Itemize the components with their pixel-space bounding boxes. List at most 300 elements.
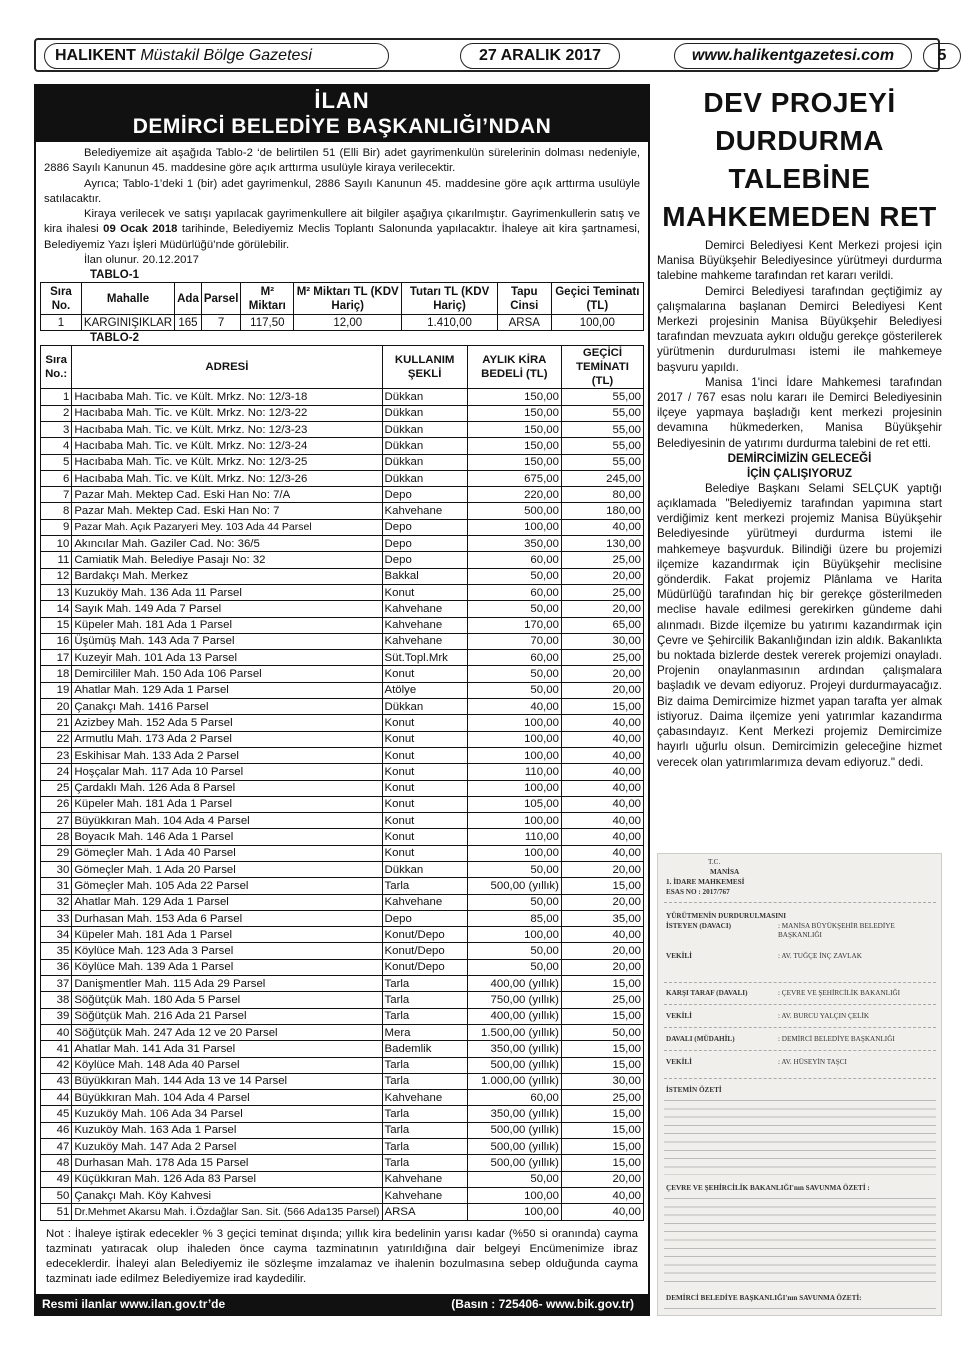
table-row — [41, 315, 644, 331]
table-row — [41, 1073, 644, 1089]
table-cell: Konut — [382, 731, 467, 747]
table-cell: 3 — [41, 421, 72, 437]
table-cell: Camiatik Mah. Belediye Pasajı No: 32 — [72, 552, 382, 568]
table-cell: Demircililer Mah. 150 Ada 106 Parsel — [72, 666, 382, 682]
table-cell: Küpeler Mah. 181 Ada 1 Parsel — [72, 927, 382, 943]
table-cell: Konut — [382, 796, 467, 812]
table-row — [41, 976, 644, 992]
table-cell: Depo — [382, 536, 467, 552]
table-cell: 130,00 — [561, 536, 643, 552]
table-cell: 20,00 — [561, 861, 643, 877]
table1 — [40, 282, 644, 331]
table-cell: 50,00 — [467, 666, 561, 682]
doc-line: : MANİSA BÜYÜKŞEHİR BELEDİYE BAŞKANLIĞI — [778, 922, 895, 939]
table-cell: Hacıbaba Mah. Tic. ve Kült. Mrkz. No: 12/3-22 — [72, 405, 382, 421]
doc-line: VEKİLİ — [666, 1012, 692, 1020]
table-row — [41, 731, 644, 747]
table-cell: 47 — [41, 1139, 72, 1155]
table-cell: 8 — [41, 503, 72, 519]
table-cell: 40,00 — [561, 764, 643, 780]
table-cell: Dükkan — [382, 454, 467, 470]
table-cell: 117,50 — [241, 315, 294, 331]
table-cell: 100,00 — [467, 715, 561, 731]
table-cell: Konut/Depo — [382, 959, 467, 975]
table-cell: Durhasan Mah. 178 Ada 15 Parsel — [72, 1155, 382, 1171]
table-cell: 15,00 — [561, 878, 643, 894]
table-cell: Konut/Depo — [382, 943, 467, 959]
table-cell: Pazar Mah. Mektep Cad. Eski Han No: 7/A — [72, 487, 382, 503]
table-cell: 40,00 — [561, 1187, 643, 1203]
table-cell: 40,00 — [561, 1204, 643, 1220]
table-cell: 15,00 — [561, 1057, 643, 1073]
table-cell: 20,00 — [561, 1171, 643, 1187]
table-cell: Köylüce Mah. 139 Ada 1 Parsel — [72, 959, 382, 975]
table-cell: 40,00 — [561, 796, 643, 812]
table-cell: Konut — [382, 780, 467, 796]
table-cell: 150,00 — [467, 405, 561, 421]
table-row — [41, 666, 644, 682]
table-cell: 20,00 — [561, 568, 643, 584]
table-cell: 60,00 — [467, 1090, 561, 1106]
table-row — [41, 552, 644, 568]
table-cell: 25,00 — [561, 552, 643, 568]
masthead — [34, 38, 947, 72]
table-cell: 55,00 — [561, 438, 643, 454]
table-cell: 30,00 — [561, 1073, 643, 1089]
table-cell: Pazar Mah. Açık Pazaryeri Mey. 103 Ada 44 Parsel — [72, 519, 382, 535]
table-cell: 40,00 — [561, 927, 643, 943]
doc-line: KARŞI TARAF (DAVALI) — [666, 989, 748, 997]
table-cell: 48 — [41, 1155, 72, 1171]
table-cell: 110,00 — [467, 764, 561, 780]
table-row — [41, 1090, 644, 1106]
table-cell: Dükkan — [382, 405, 467, 421]
court-document-photo — [657, 853, 942, 1316]
table-row — [41, 519, 644, 535]
table-cell: 12 — [41, 568, 72, 584]
table-cell: 50,00 — [467, 894, 561, 910]
table-cell: Tarla — [382, 976, 467, 992]
table-cell: 21 — [41, 715, 72, 731]
table-row — [41, 894, 644, 910]
table1-header-cell: Tutarı TL (KDV Hariç) — [402, 283, 498, 315]
table-cell: Dükkan — [382, 699, 467, 715]
table-cell: Tarla — [382, 992, 467, 1008]
table-cell: 31 — [41, 878, 72, 894]
table-cell: 50,00 — [561, 1024, 643, 1040]
table1-header-cell: M² Miktarı — [241, 283, 294, 315]
table-row — [41, 813, 644, 829]
table-cell: 19 — [41, 682, 72, 698]
table-cell: 50,00 — [467, 959, 561, 975]
table-cell: Durhasan Mah. 153 Ada 6 Parsel — [72, 910, 382, 926]
table-cell: 25,00 — [561, 584, 643, 600]
table-cell: Dükkan — [382, 470, 467, 486]
table-cell: 150,00 — [467, 454, 561, 470]
table-cell: 20,00 — [561, 894, 643, 910]
table-cell: 150,00 — [467, 438, 561, 454]
table-cell: 50,00 — [467, 1171, 561, 1187]
paragraph: Demirci Belediyesi tarafından geçtiğimiz ay çalışmalarına başlanan Demirci Belediyesi Kent Merkezi projesinin Manisa Büyükşehir Belediyesi tarafından mevzuata aykırı olduğu gerekçe gösterilerek yürütmenin durdurulması istemi ile mahkemeye başvuru yapıldı. — [657, 284, 942, 374]
table-cell: ARSA — [382, 1204, 467, 1220]
table-row — [41, 617, 644, 633]
table-cell: Hacıbaba Mah. Tic. ve Kült. Mrkz. No: 12/3-25 — [72, 454, 382, 470]
paragraph: Ayrıca; Tablo-1’deki 1 (bir) adet gayrimenkul, 2886 Sayılı Kanunun 45. maddesine göre açık arttırma usulüyle satılacaktır. — [44, 177, 640, 205]
table-row — [41, 536, 644, 552]
table-cell: Depo — [382, 487, 467, 503]
table-cell: 60,00 — [467, 552, 561, 568]
table-cell: 40,00 — [561, 845, 643, 861]
table-cell: 51 — [41, 1204, 72, 1220]
table-cell: 55,00 — [561, 421, 643, 437]
doc-line: VEKİLİ — [666, 952, 692, 960]
table-cell: Ahatlar Mah. 129 Ada 1 Parsel — [72, 682, 382, 698]
table-cell: Kahvehane — [382, 617, 467, 633]
table-cell: Büyükkıran Mah. 104 Ada 4 Parsel — [72, 1090, 382, 1106]
doc-line: İSTEYEN (DAVACI) — [666, 922, 732, 930]
table-cell: Tarla — [382, 1008, 467, 1024]
table-cell: Danişmentler Mah. 115 Ada 29 Parsel — [72, 976, 382, 992]
table-row — [41, 421, 644, 437]
table-cell: 20,00 — [561, 943, 643, 959]
table-cell: 33 — [41, 910, 72, 926]
table-cell: Kahvehane — [382, 1187, 467, 1203]
table-cell: 65,00 — [561, 617, 643, 633]
table-cell: 1.000,00 (yıllık) — [467, 1073, 561, 1089]
table2-header-cell: Sıra No.: — [41, 346, 72, 389]
table2-header-cell: GEÇİCİ TEMİNATI (TL) — [561, 346, 643, 389]
table1-header-cell: Mahalle — [81, 283, 174, 315]
table-cell: 100,00 — [467, 845, 561, 861]
table-cell: 500,00 (yıllık) — [467, 878, 561, 894]
table-cell: 25 — [41, 780, 72, 796]
table-cell: 10 — [41, 536, 72, 552]
doc-line: DEMİRCİ BELEDİYE BAŞKANLIĞI'nın SAVUNMA ÖZETİ: — [666, 1294, 862, 1302]
table-row — [41, 1139, 644, 1155]
table-row — [41, 1155, 644, 1171]
table2-header-cell: ADRESİ — [72, 346, 382, 389]
table-cell: 20,00 — [561, 682, 643, 698]
table-cell: 15,00 — [561, 1155, 643, 1171]
table-cell: Dükkan — [382, 389, 467, 405]
table1-header-cell: Ada — [175, 283, 202, 315]
table-row — [41, 1057, 644, 1073]
table-cell: 20,00 — [561, 666, 643, 682]
table2-header-cell: AYLIK KİRA BEDELİ (TL) — [467, 346, 561, 389]
table-cell: 1.500,00 (yıllık) — [467, 1024, 561, 1040]
table-cell: 4 — [41, 438, 72, 454]
table1-header-cell: Parsel — [201, 283, 241, 315]
table-cell: 40,00 — [561, 747, 643, 763]
table-row — [41, 796, 644, 812]
table-cell: Hoşçalar Mah. 117 Ada 10 Parsel — [72, 764, 382, 780]
table-cell: 15,00 — [561, 1139, 643, 1155]
table-cell: 37 — [41, 976, 72, 992]
table-cell: Armutlu Mah. 173 Ada 2 Parsel — [72, 731, 382, 747]
doc-line: YÜRÜTMENİN DURDURULMASINI — [666, 912, 786, 920]
table-cell: 34 — [41, 927, 72, 943]
table-cell: 12,00 — [294, 315, 402, 331]
table-cell: 7 — [201, 315, 241, 331]
table-cell: Kahvehane — [382, 1171, 467, 1187]
table-cell: 1 — [41, 389, 72, 405]
table-cell: Kuzeyir Mah. 101 Ada 13 Parsel — [72, 650, 382, 666]
table-cell: 40,00 — [561, 519, 643, 535]
table-cell: 1 — [41, 315, 82, 331]
table-cell: 9 — [41, 519, 72, 535]
table-cell: 675,00 — [467, 470, 561, 486]
table-cell: 36 — [41, 959, 72, 975]
table-cell: Depo — [382, 519, 467, 535]
table-cell: Söğütçük Mah. 216 Ada 21 Parsel — [72, 1008, 382, 1024]
table-cell: 35 — [41, 943, 72, 959]
table1-header-cell: Sıra No. — [41, 283, 82, 315]
table-cell: 350,00 (yıllık) — [467, 1106, 561, 1122]
table-cell: Gömeçler Mah. 1 Ada 20 Parsel — [72, 861, 382, 877]
table-cell: 110,00 — [467, 829, 561, 845]
table-cell: Kuzuköy Mah. 106 Ada 34 Parsel — [72, 1106, 382, 1122]
table-cell: Büyükkıran Mah. 144 Ada 13 ve 14 Parsel — [72, 1073, 382, 1089]
table-cell: 14 — [41, 601, 72, 617]
table-cell: 22 — [41, 731, 72, 747]
table-cell: Tarla — [382, 1057, 467, 1073]
doc-line: T.C. — [708, 858, 721, 866]
table-row — [41, 764, 644, 780]
doc-line: : ÇEVRE VE ŞEHİRCİLİK BAKANLIĞI — [778, 989, 901, 997]
table-cell: Ahatlar Mah. 129 Ada 1 Parsel — [72, 894, 382, 910]
footer-left: Resmi ilanlar www.ilan.gov.tr’de — [42, 1297, 226, 1311]
article-headline: DEV PROJEYİ DURDURMA TALEBİNE MAHKEMEDEN RET — [662, 87, 937, 232]
page-number: 5 — [923, 43, 961, 69]
table-row — [41, 992, 644, 1008]
table-row — [41, 1171, 644, 1187]
table-cell: 165 — [175, 315, 202, 331]
table-row — [41, 389, 644, 405]
table-cell: 100,00 — [467, 780, 561, 796]
table-cell: Bardakçı Mah. Merkez — [72, 568, 382, 584]
table-cell: 40,00 — [561, 715, 643, 731]
table-row — [41, 747, 644, 763]
table-cell: Tarla — [382, 1073, 467, 1089]
table-row — [41, 1122, 644, 1138]
table-cell: 50,00 — [467, 861, 561, 877]
doc-line: DAVALI (MÜDAHİL) — [666, 1035, 735, 1043]
doc-line: : AV. TUĞÇE İNÇ ZAVLAK — [778, 952, 862, 960]
table-cell: 25,00 — [561, 992, 643, 1008]
table-cell: 100,00 — [467, 1204, 561, 1220]
table-row — [41, 405, 644, 421]
table-cell: 20 — [41, 699, 72, 715]
table-cell: 17 — [41, 650, 72, 666]
website-url[interactable]: www.halikentgazetesi.com — [674, 43, 912, 69]
table-cell: Küçükkıran Mah. 126 Ada 83 Parsel — [72, 1171, 382, 1187]
table-cell: 500,00 (yıllık) — [467, 1057, 561, 1073]
table-row — [41, 438, 644, 454]
table1-header-cell: M² Miktarı TL (KDV Hariç) — [294, 283, 402, 315]
table-cell: Konut — [382, 715, 467, 731]
table-row — [41, 503, 644, 519]
table-cell: ARSA — [497, 315, 551, 331]
table-cell: 400,00 (yıllık) — [467, 1008, 561, 1024]
table-cell: Konut — [382, 666, 467, 682]
table-cell: Çanakçı Mah. 1416 Parsel — [72, 699, 382, 715]
table-cell: 500,00 (yıllık) — [467, 1122, 561, 1138]
table-cell: 50,00 — [467, 682, 561, 698]
table-row — [41, 1008, 644, 1024]
table-cell: Akıncılar Mah. Gaziler Cad. No: 36/5 — [72, 536, 382, 552]
announcement-date: İlan olunur. 20.12.2017 — [84, 254, 199, 267]
table-row — [41, 1041, 644, 1057]
table-cell: Pazar Mah. Mektep Cad. Eski Han No: 7 — [72, 503, 382, 519]
table-cell: 50,00 — [467, 568, 561, 584]
table-cell: 28 — [41, 829, 72, 845]
table-cell: 24 — [41, 764, 72, 780]
table-cell: 5 — [41, 454, 72, 470]
table-cell: Kuzuköy Mah. 163 Ada 1 Parsel — [72, 1122, 382, 1138]
table-cell: 100,00 — [467, 813, 561, 829]
table-cell: Tarla — [382, 878, 467, 894]
table-cell: 100,00 — [467, 747, 561, 763]
table-cell: Hacıbaba Mah. Tic. ve Kült. Mrkz. No: 12/3-26 — [72, 470, 382, 486]
table-cell: Mera — [382, 1024, 467, 1040]
table-row — [41, 780, 644, 796]
table-cell: 40,00 — [561, 813, 643, 829]
table-cell: Konut — [382, 747, 467, 763]
table-cell: 500,00 (yıllık) — [467, 1155, 561, 1171]
table-cell: 1.410,00 — [402, 315, 498, 331]
table1-header-cell: Tapu Cinsi — [497, 283, 551, 315]
official-announcement — [34, 84, 650, 1316]
table-cell: Kahvehane — [382, 633, 467, 649]
doc-line: VEKİLİ — [666, 1058, 692, 1066]
table-cell: Atölye — [382, 682, 467, 698]
table-cell: 40,00 — [561, 780, 643, 796]
table-row — [41, 910, 644, 926]
issue-date: 27 ARALIK 2017 — [460, 43, 620, 69]
table-cell: 15,00 — [561, 1106, 643, 1122]
table-cell: Söğütçük Mah. 247 Ada 12 ve 20 Parsel — [72, 1024, 382, 1040]
doc-line: 1. İDARE MAHKEMESİ — [666, 878, 745, 886]
table-cell: 20,00 — [561, 601, 643, 617]
table-cell: Hacıbaba Mah. Tic. ve Kült. Mrkz. No: 12/3-23 — [72, 421, 382, 437]
table-cell: 70,00 — [467, 633, 561, 649]
table-row — [41, 650, 644, 666]
table-cell: Küpeler Mah. 181 Ada 1 Parsel — [72, 796, 382, 812]
table-cell: 23 — [41, 747, 72, 763]
table-cell: 100,00 — [551, 315, 643, 331]
doc-line: İSTEMİN ÖZETİ — [666, 1086, 722, 1094]
table-cell: 80,00 — [561, 487, 643, 503]
table-cell: Konut — [382, 584, 467, 600]
table-cell: 180,00 — [561, 503, 643, 519]
table-cell: 15,00 — [561, 699, 643, 715]
table-cell: 41 — [41, 1041, 72, 1057]
table-cell: 60,00 — [467, 584, 561, 600]
table-row — [41, 1024, 644, 1040]
table-cell: 170,00 — [467, 617, 561, 633]
footer-right: (Basın : 725406- www.bik.gov.tr) — [451, 1297, 634, 1311]
table1-label: TABLO-1 — [90, 269, 139, 282]
table-cell: 350,00 — [467, 536, 561, 552]
table-cell: 350,00 (yıllık) — [467, 1041, 561, 1057]
table-cell: Gömeçler Mah. 105 Ada 22 Parsel — [72, 878, 382, 894]
table-cell: 150,00 — [467, 389, 561, 405]
table-cell: 27 — [41, 813, 72, 829]
table-cell: 55,00 — [561, 405, 643, 421]
table-cell: Bademlik — [382, 1041, 467, 1057]
table-cell: Gömeçler Mah. 1 Ada 40 Parsel — [72, 845, 382, 861]
table-cell: 30,00 — [561, 633, 643, 649]
table-cell: Küpeler Mah. 181 Ada 1 Parsel — [72, 617, 382, 633]
table-cell: 15,00 — [561, 1008, 643, 1024]
table-cell: Bakkal — [382, 568, 467, 584]
table-cell: 44 — [41, 1090, 72, 1106]
table-cell: 13 — [41, 584, 72, 600]
table-cell: Tarla — [382, 1106, 467, 1122]
table-cell: 40,00 — [467, 699, 561, 715]
table-cell: 500,00 (yıllık) — [467, 1139, 561, 1155]
table-cell: Çardaklı Mah. 126 Ada 8 Parsel — [72, 780, 382, 796]
table-cell: 6 — [41, 470, 72, 486]
table-row — [41, 943, 644, 959]
table-row — [41, 584, 644, 600]
table-cell: 100,00 — [467, 927, 561, 943]
table-cell: 100,00 — [467, 731, 561, 747]
table-cell: 11 — [41, 552, 72, 568]
table-cell: 32 — [41, 894, 72, 910]
paragraph: Belediye Başkanı Selami SELÇUK yaptığı açıklamada "Belediyemiz tarafından yapımına start verdiğimiz kent merkezi projemiz Manisa Büyükşehir Belediyesinde yürütmeyi durdurma istemi ile mahkemeye başvurduk. Bilindiği üzere bu projemizi ilçemize kazandırmak için Büyükşehir meclisine gönderdik. Fakat projemiz Plânlama ve Harita Müdürlüğü tarafından hiç bir gerekçe gösterilmeden meclise havale edilmesi gerekirken gündeme dahi alınmadı. Bizde ilçemize bu yatırımı kazandırmak için Çevre ve Şehircilik Bakanlığından izin aldık. Bakanlıkta bu noktada bizlerde destek vererek projemizi onayladı. Projenin onaylanmasının ardından çalışmalara başladık ve devam ediyoruz. Projeyi durdurmayacağız. Biz daima Demircimize hizmet yapan tarafta yer almak istiyoruz. Daima ilçemize yeni yatırımlar kazandırma çabasındayız. Kent Merkezi projemiz Demircimize hayırlı uğurlu olsun. Demircimizin geleceğine hizmet verecek olan yatırımlarımıza devam ediyoruz." dedi. — [657, 481, 942, 769]
table-cell: 100,00 — [467, 1187, 561, 1203]
article-body — [657, 238, 942, 770]
table-cell: 105,00 — [467, 796, 561, 812]
table-cell: Konut/Depo — [382, 927, 467, 943]
table-cell: Konut — [382, 829, 467, 845]
table-cell: 29 — [41, 845, 72, 861]
table-row — [41, 601, 644, 617]
table-cell: 750,00 (yıllık) — [467, 992, 561, 1008]
table-cell: Büyükkıran Mah. 104 Ada 4 Parsel — [72, 813, 382, 829]
table-cell: 50,00 — [467, 943, 561, 959]
table-row — [41, 633, 644, 649]
table-cell: Ahatlar Mah. 141 Ada 31 Parsel — [72, 1041, 382, 1057]
table-cell: 55,00 — [561, 389, 643, 405]
news-article — [657, 84, 942, 770]
table-cell: 50,00 — [467, 601, 561, 617]
table-cell: Kuzuköy Mah. 147 Ada 2 Parsel — [72, 1139, 382, 1155]
announcement-note: Not : İhaleye iştirak edecekler % 3 geçici teminat dışında; yıllık kira bedelinin yarısı kadar (%50 si oranında) cayma tazminatı yatıracak olup ihaleden önce cayma tazminatının yatırıldığına dair belgeyi Encümenimize ibraz edeceklerdir. İhaleyi alan Belediyemiz ile sözleşme imzalamaz ve ihalenin bozulmasına sebep olduğunda cayma tazminatı iade edilmez Belediyemize irad kaydedilir. — [46, 1227, 638, 1286]
table-cell: KARGINIŞIKLAR — [81, 315, 174, 331]
announcement-footer — [36, 1294, 648, 1314]
table-cell: 500,00 — [467, 503, 561, 519]
table-cell: Çanakçı Mah. Köy Kahvesi — [72, 1187, 382, 1203]
paragraph: Manisa 1'inci İdare Mahkemesi tarafından 2017 / 767 esas nolu kararı ile Demirci Belediyesinin ilçeye yapmaya başladığı kent merkezi projesinin devamına hükmederken, Manisa Büyükşehir Belediyesinin de yatırımı durdurma talebini de ret etti. — [657, 375, 942, 450]
doc-line: : AV. HÜSEYİN TAŞCI — [778, 1058, 847, 1066]
table1-header-cell: Geçici Teminatı (TL) — [551, 283, 643, 315]
table-cell: Üşümüş Mah. 143 Ada 7 Parsel — [72, 633, 382, 649]
table-cell: 18 — [41, 666, 72, 682]
table-cell: 40,00 — [561, 731, 643, 747]
table-cell: Azizbey Mah. 152 Ada 5 Parsel — [72, 715, 382, 731]
doc-line: ESAS NO : 2017/767 — [666, 888, 730, 896]
table-cell: 50 — [41, 1187, 72, 1203]
table-cell: 25,00 — [561, 1090, 643, 1106]
table-cell: 55,00 — [561, 454, 643, 470]
announcement-text — [36, 142, 648, 268]
doc-line: MANİSA — [710, 868, 740, 876]
table-row — [41, 1204, 644, 1220]
table-cell: Konut — [382, 813, 467, 829]
table-cell: Söğütçük Mah. 180 Ada 5 Parsel — [72, 992, 382, 1008]
